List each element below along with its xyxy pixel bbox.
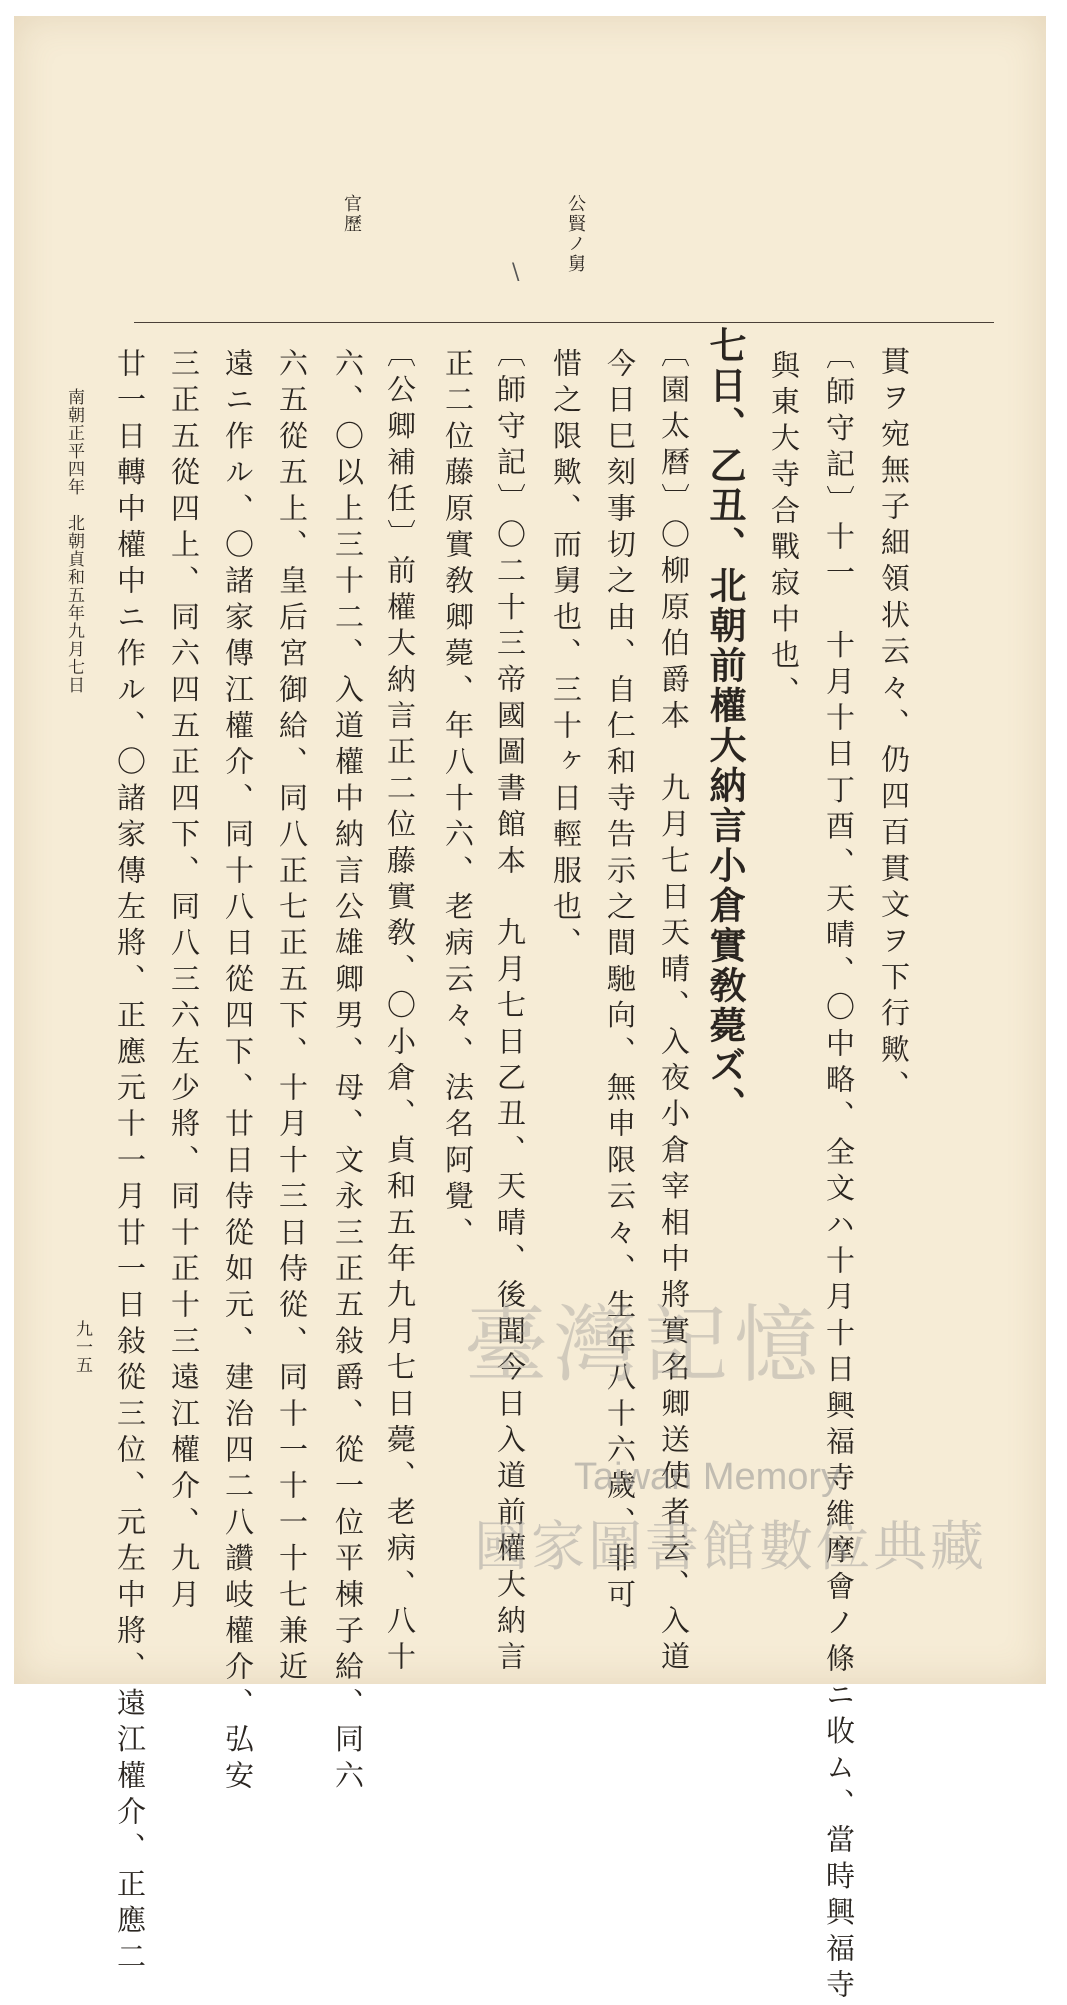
watermark-title: 臺灣記憶: [464, 1296, 825, 1394]
margin-note-1: 公賢ノ舅: [565, 194, 586, 274]
entry-heading: 七日、乙丑、北朝前權大納言小倉實敎薨ズ、: [703, 326, 747, 1126]
text-column-11: 六、〇以上三十二、入道權中納言公雄卿男、母、文永三正五敍爵、從一位平棟子給、同六: [331, 348, 365, 1796]
text-column-13: 遠ニ作ル、〇諸家傳江權介、同十八日從四下、廿日侍從如元、建治四二八讚岐權介、弘安: [221, 348, 255, 1796]
text-column-6: 今日巳刻事切之由、自仁和寺告示之間馳向、無申限云々、生年八十六歲、非可: [603, 348, 637, 1615]
text-column-14: 三正五從四上、同六四五正四下、同八三六左少將、同十正十三遠江權介、九月: [167, 348, 201, 1615]
text-column-7: 惜之限歟、而舅也、三十ヶ日輕服也、: [549, 348, 583, 964]
watermark-english: Taiwan Memory: [574, 1456, 841, 1498]
watermark-library: 國家圖書館數位典藏: [474, 1515, 987, 1578]
text-column-3: 與東大寺合戰寂中也、: [767, 350, 801, 712]
text-column-1: 貫ヲ宛無子細領状云々、仍四百貫文ヲ下行歟、: [877, 346, 911, 1107]
page-mark: \: [512, 260, 520, 285]
era-note: 南朝正平四年 北朝貞和五年九月七日: [64, 388, 84, 694]
margin-note-2: 官歷: [341, 194, 362, 234]
text-column-9: 正二位藤原實敎卿薨、年八十六、老病云々、法名阿覺、: [441, 348, 475, 1253]
text-column-10: 〔公卿補任〕前權大納言正二位藤實敎、〇小倉、貞和五年九月七日薨、老病、八十: [383, 338, 417, 1678]
header-rule: [134, 322, 994, 323]
text-column-8: 〔師守記〕〇二十三帝國圖書館本 九月七日乙丑、天晴、後聞今日入道前權大納言: [493, 338, 527, 1678]
text-column-12: 六五從五上、皇后宮御給、同八正七正五下、十月十三日侍從、同十一十一十七兼近: [275, 348, 309, 1688]
page-number: 九一五: [72, 1320, 92, 1374]
text-column-15: 廿一日轉中權中ニ作ル、〇諸家傳左將、正應元十一月廿一日敍從三位、元左中將、遠江權介、正應二: [113, 348, 147, 1977]
document-page: [14, 16, 1046, 2005]
text-column-5: 〔園太曆〕〇柳原伯爵本 九月七日天晴、入夜小倉宰相中將實名卿送使者云、入道: [657, 338, 691, 1678]
text-column-2: 〔師守記〕十一 十月十日丁酉、天晴、〇中略、全文ハ十月十日興福寺維摩會ノ條ニ收ム、當時興福寺: [822, 340, 856, 2005]
